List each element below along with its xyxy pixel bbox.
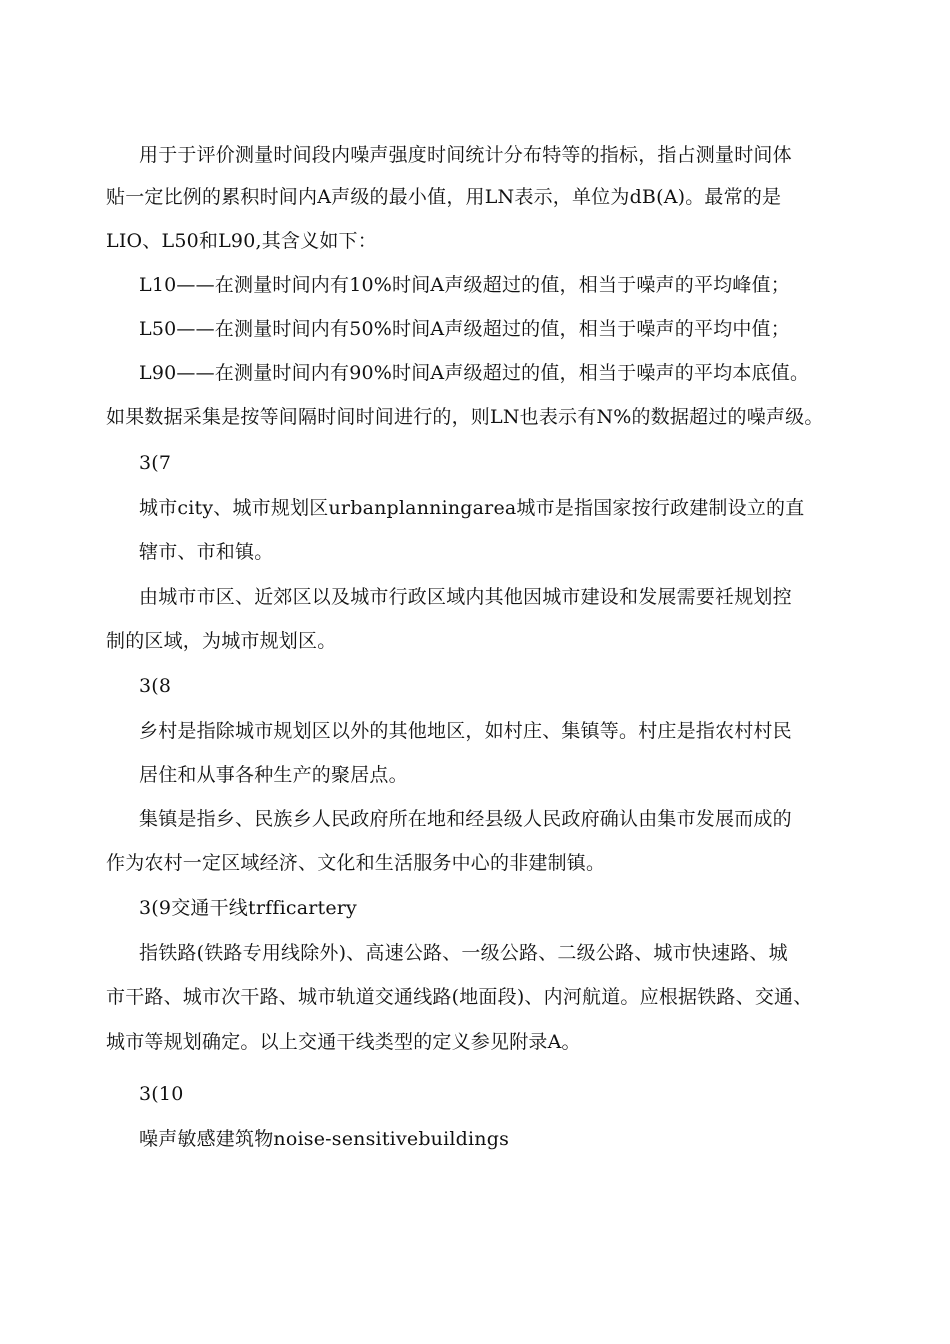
text-line: 如果数据采集是按等间隔时间时间进行的，则LN也表示有N%的数据超过的噪声级。 <box>106 406 824 428</box>
text-line: 城市city、城市规划区urbanplanningarea城市是指国家按行政建制设立的直 <box>139 497 805 519</box>
text-line: 城市等规划确定。以上交通干线类型的定义参见附录A。 <box>106 1031 581 1053</box>
section-number: 3(10 <box>139 1083 184 1105</box>
text-line: 由城市市区、近郊区以及城市行政区域内其他因城市建设和发展需要祍规划控 <box>139 586 792 608</box>
section-heading: 3(9交通干线trfficartery <box>139 897 357 919</box>
section-number: 3(8 <box>139 675 172 697</box>
text-line: 噪声敏感建筑物noise-sensitivebuildings <box>139 1128 510 1150</box>
text-line: 贴一定比例的累积时间内A声级的最小值，用LN表示，单位为dB(A)。最常的是 <box>106 186 782 208</box>
text-line: 制的区域，为城市规划区。 <box>106 630 337 652</box>
text-line: L90——在测量时间内有90%时间A声级超过的值，相当于噪声的平均本底值。 <box>139 362 810 384</box>
text-line: 指铁路(铁路专用线除外)、高速公路、一级公路、二级公路、城市快速路、城 <box>139 942 788 964</box>
section-number: 3(7 <box>139 452 172 474</box>
text-line: LIO、L50和L90,其含义如下： <box>106 230 377 252</box>
text-line: 乡村是指除城市规划区以外的其他地区，如村庄、集镇等。村庄是指农村村民 <box>139 720 792 742</box>
text-line: L50——在测量时间内有50%时间A声级超过的值，相当于噪声的平均中值； <box>139 318 790 340</box>
text-line: 用于于评价测量时间段内噪声强度时间统计分布特等的指标，指占测量时间体 <box>139 144 792 166</box>
text-line: 辖市、市和镇。 <box>139 541 274 563</box>
text-line: 作为农村一定区域经济、文化和生活服务中心的非建制镇。 <box>106 852 606 874</box>
text-line: 集镇是指乡、民族乡人民政府所在地和经县级人民政府确认由集市发展而成的 <box>139 808 792 830</box>
text-line: 居住和从事各种生产的聚居点。 <box>139 764 408 786</box>
text-line: L10——在测量时间内有10%时间A声级超过的值，相当于噪声的平均峰值； <box>139 274 790 296</box>
text-line: 市干路、城市次干路、城市轨道交通线路(地面段)、内河航道。应根据铁路、交通、 <box>106 986 813 1008</box>
